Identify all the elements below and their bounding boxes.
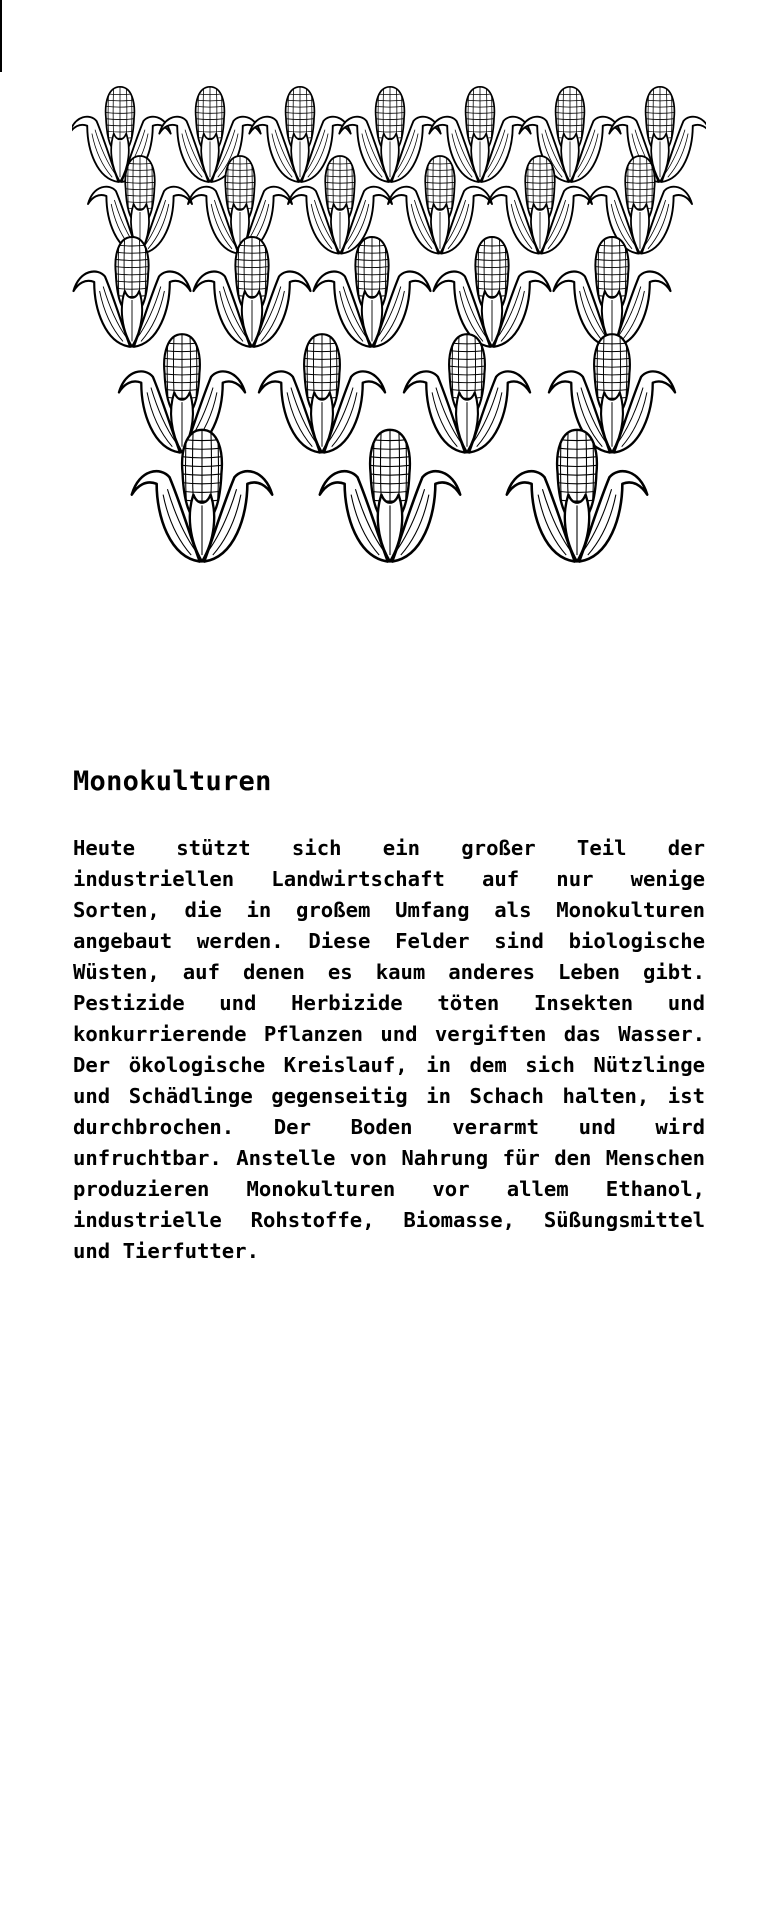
corn-cob-icon	[72, 83, 171, 182]
corner-mark	[0, 0, 2, 72]
corn-cob-icon	[404, 329, 530, 452]
article-body: Heute stützt sich ein großer Teil der industriellen Landwirtschaft auf nur wenige Sorten, die in großem Umfang als Monokulturen angebaut werden. Diese Felder sind biologische Wüsten, auf denen es kaum anderes Leben gibt. Pestizide und Herbizide töten Insekten und konkurrierende Pflanzen und vergiften das Wasser. Der ökologische Kreislauf, in dem sich Nützlinge und Schädlinge gegenseitig in Schach halten, ist durchbrochen. Der Boden verarmt und wird unfruchtbar. Anstelle von Nahrung für den Menschen produzieren Monokulturen vor allem Ethanol, industrielle Rohstoffe, Biomasse, Süßungsmittel und Tierfutter.	[73, 836, 705, 1263]
corn-field-illustration	[72, 78, 706, 698]
corn-cob-icon	[74, 233, 191, 347]
article-title: Monokulturen	[73, 766, 272, 797]
corn-cob-icon	[132, 424, 272, 561]
corn-cob-icon	[119, 329, 245, 452]
article	[73, 766, 705, 1267]
corn-cob-icon	[194, 233, 311, 347]
corn-cob-icon	[259, 329, 385, 452]
corn-field-icon	[72, 78, 706, 698]
corn-cob-icon	[339, 83, 440, 182]
corn-cob-icon	[609, 83, 706, 182]
